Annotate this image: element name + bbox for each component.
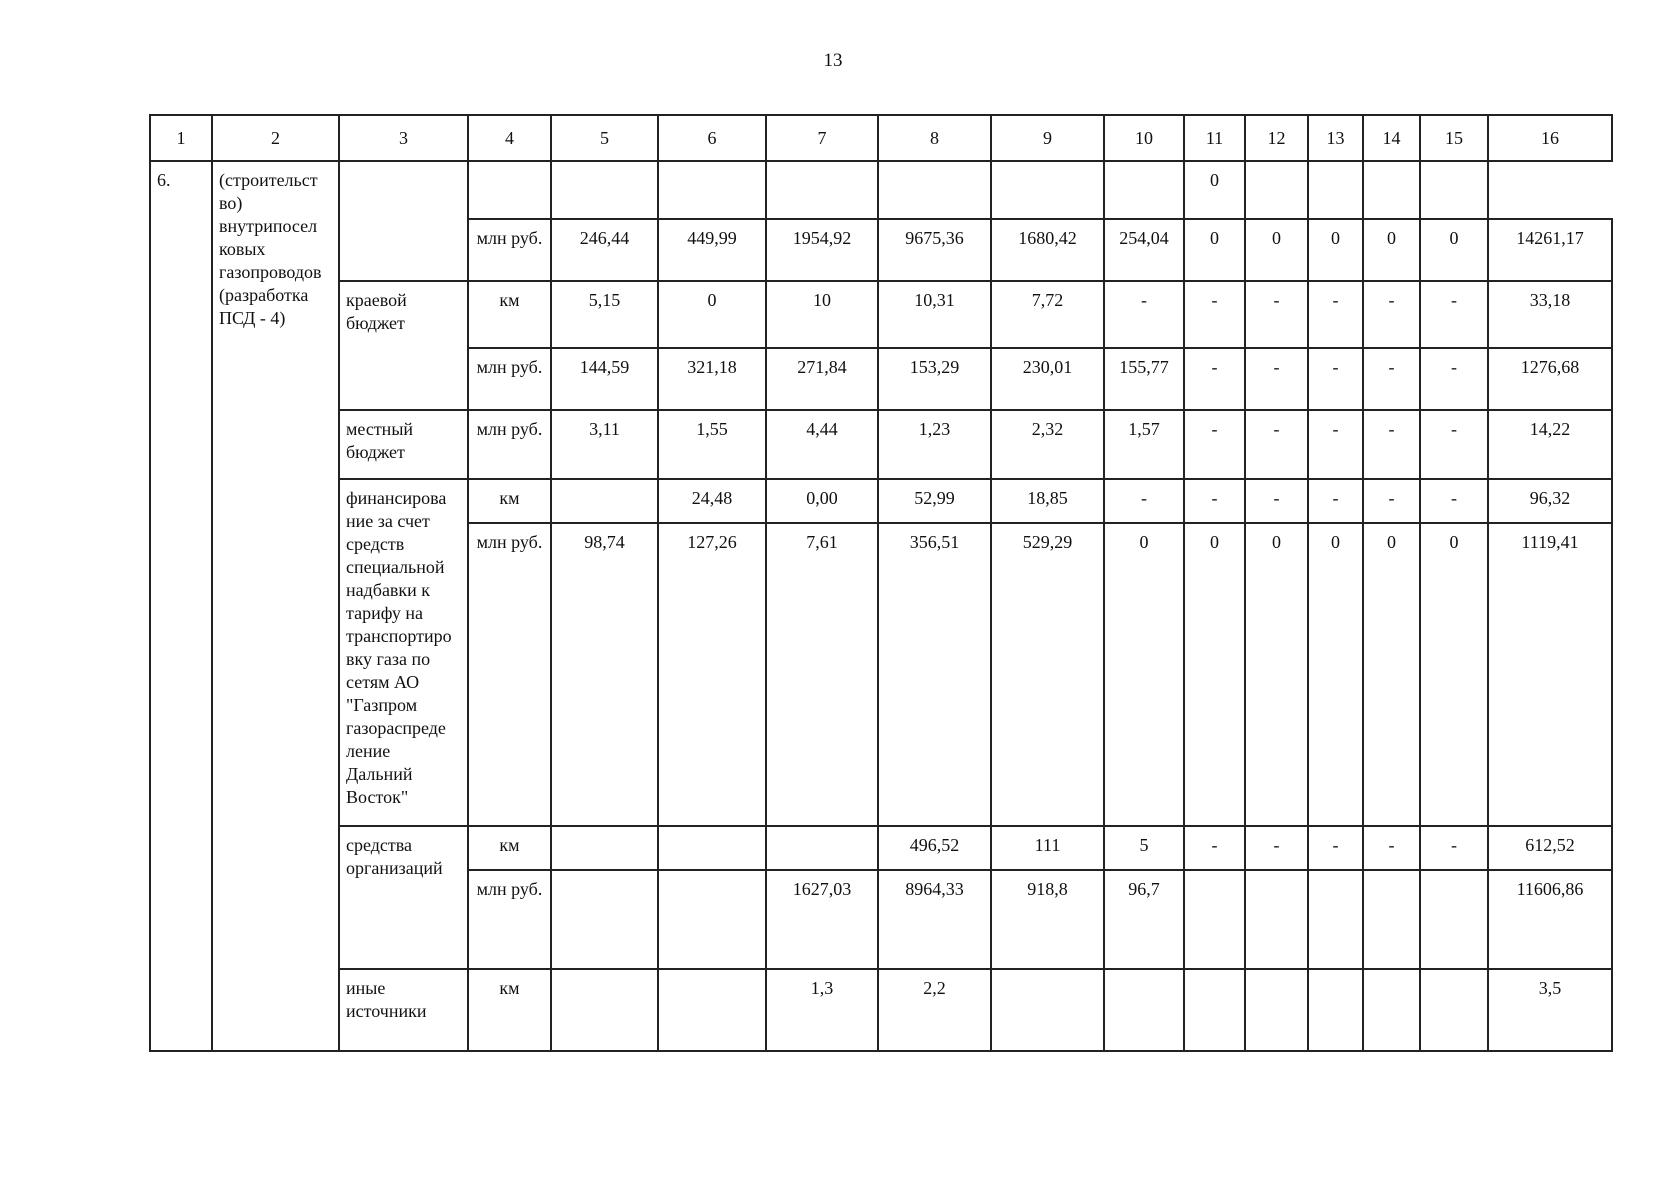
data-cell <box>551 479 658 523</box>
table-row <box>150 281 1612 348</box>
data-cell <box>1245 161 1308 219</box>
data-cell: 1627,03 <box>766 870 878 969</box>
header-cell: 8 <box>878 115 991 161</box>
header-cell: 4 <box>468 115 551 161</box>
data-cell: 529,29 <box>991 523 1104 826</box>
data-cell <box>551 161 658 219</box>
data-cell: - <box>1420 826 1488 870</box>
data-cell <box>468 161 551 219</box>
data-cell: 0 <box>1245 523 1308 826</box>
header-cell: 11 <box>1184 115 1245 161</box>
data-cell: 230,01 <box>991 348 1104 410</box>
data-cell: 2,32 <box>991 410 1104 479</box>
data-cell: - <box>1308 348 1363 410</box>
data-cell: 3,5 <box>1488 969 1612 1051</box>
data-cell: - <box>1245 479 1308 523</box>
page-number: 13 <box>823 50 843 71</box>
data-cell: 612,52 <box>1488 826 1612 870</box>
header-cell: 7 <box>766 115 878 161</box>
unit-cell: млн руб. <box>468 410 551 479</box>
data-cell: 0 <box>1363 523 1420 826</box>
data-cell: 0 <box>1308 219 1363 281</box>
data-cell: - <box>1363 479 1420 523</box>
header-cell: 13 <box>1308 115 1363 161</box>
data-cell <box>1308 969 1363 1051</box>
data-cell: 155,77 <box>1104 348 1184 410</box>
data-cell <box>551 870 658 969</box>
data-cell: 18,85 <box>991 479 1104 523</box>
data-cell: 96,7 <box>1104 870 1184 969</box>
data-cell: 2,2 <box>878 969 991 1051</box>
data-cell: - <box>1308 410 1363 479</box>
data-cell: - <box>1363 826 1420 870</box>
data-cell: 0 <box>658 281 766 348</box>
table-row <box>150 826 1612 870</box>
data-cell: 254,04 <box>1104 219 1184 281</box>
data-cell <box>1363 870 1420 969</box>
data-cell: 9675,36 <box>878 219 991 281</box>
data-cell: - <box>1104 479 1184 523</box>
source-cell-empty <box>339 161 468 281</box>
data-cell: 5 <box>1104 826 1184 870</box>
source-local: местный бюджет <box>339 410 468 479</box>
data-cell: 7,72 <box>991 281 1104 348</box>
header-cell: 1 <box>150 115 212 161</box>
data-cell: - <box>1363 410 1420 479</box>
table-row <box>150 479 1612 523</box>
data-cell <box>1363 161 1420 219</box>
header-cell: 6 <box>658 115 766 161</box>
unit-cell: млн руб. <box>468 348 551 410</box>
table-row <box>150 410 1612 479</box>
header-cell: 5 <box>551 115 658 161</box>
data-cell: 7,61 <box>766 523 878 826</box>
header-cell: 15 <box>1420 115 1488 161</box>
data-cell: 8964,33 <box>878 870 991 969</box>
data-cell: - <box>1420 410 1488 479</box>
data-cell: 14261,17 <box>1488 219 1612 281</box>
source-organizations: средства организаций <box>339 826 468 969</box>
data-cell <box>658 969 766 1051</box>
data-cell: 496,52 <box>878 826 991 870</box>
data-cell: - <box>1308 281 1363 348</box>
data-cell <box>991 161 1104 219</box>
data-cell <box>1184 870 1245 969</box>
data-cell: - <box>1363 281 1420 348</box>
unit-cell: млн руб. <box>468 219 551 281</box>
data-cell: 5,15 <box>551 281 658 348</box>
data-cell: - <box>1104 281 1184 348</box>
data-cell: 96,32 <box>1488 479 1612 523</box>
data-cell: 14,22 <box>1488 410 1612 479</box>
data-cell: 0 <box>1245 219 1308 281</box>
data-cell <box>551 969 658 1051</box>
data-cell: 0 <box>1363 219 1420 281</box>
data-cell <box>766 161 878 219</box>
unit-cell: км <box>468 479 551 523</box>
header-cell: 3 <box>339 115 468 161</box>
row-number: 6. <box>150 161 212 1051</box>
data-cell: 98,74 <box>551 523 658 826</box>
object-name: (строительст во) внутрипосел ковых газопроводов (разработка ПСД - 4) <box>212 161 339 1051</box>
data-cell: 1276,68 <box>1488 348 1612 410</box>
unit-cell: млн руб. <box>468 870 551 969</box>
data-cell: 1119,41 <box>1488 523 1612 826</box>
data-cell: 0 <box>1420 523 1488 826</box>
data-cell: 153,29 <box>878 348 991 410</box>
data-cell: - <box>1184 348 1245 410</box>
data-cell: 0 <box>1420 219 1488 281</box>
data-cell: 52,99 <box>878 479 991 523</box>
header-cell: 14 <box>1363 115 1420 161</box>
data-cell: 0 <box>1184 219 1245 281</box>
data-cell: 24,48 <box>658 479 766 523</box>
data-cell <box>878 161 991 219</box>
header-cell: 16 <box>1488 115 1612 161</box>
data-cell: 321,18 <box>658 348 766 410</box>
data-cell: 4,44 <box>766 410 878 479</box>
data-cell: 3,11 <box>551 410 658 479</box>
data-cell: 1,3 <box>766 969 878 1051</box>
data-cell <box>1363 969 1420 1051</box>
data-cell <box>1184 969 1245 1051</box>
header-cell: 10 <box>1104 115 1184 161</box>
data-cell: - <box>1245 348 1308 410</box>
data-cell <box>991 969 1104 1051</box>
data-cell: - <box>1363 348 1420 410</box>
data-cell: 33,18 <box>1488 281 1612 348</box>
table-row <box>150 161 1612 219</box>
data-cell: 0 <box>1308 523 1363 826</box>
table-row <box>150 969 1612 1051</box>
data-cell: - <box>1308 479 1363 523</box>
data-cell: 918,8 <box>991 870 1104 969</box>
data-cell: 356,51 <box>878 523 991 826</box>
data-cell: 144,59 <box>551 348 658 410</box>
unit-cell: км <box>468 281 551 348</box>
data-cell <box>658 161 766 219</box>
data-cell: 127,26 <box>658 523 766 826</box>
data-cell: 0 <box>1184 523 1245 826</box>
data-cell: 111 <box>991 826 1104 870</box>
data-cell <box>766 826 878 870</box>
data-cell: 1680,42 <box>991 219 1104 281</box>
data-cell <box>1245 969 1308 1051</box>
data-cell: 1,55 <box>658 410 766 479</box>
source-other: иные источники <box>339 969 468 1051</box>
source-special: финансирова ние за счет средств специальной надбавки к тарифу на транспортиро вку газа по сетям АО "Газпром газораспреде ление Дальний Восток" <box>339 479 468 826</box>
data-cell: - <box>1245 410 1308 479</box>
data-cell: - <box>1184 410 1245 479</box>
data-cell <box>1308 870 1363 969</box>
data-cell <box>1420 870 1488 969</box>
data-cell: - <box>1420 479 1488 523</box>
data-cell: 0,00 <box>766 479 878 523</box>
header-row <box>150 115 1612 161</box>
data-cell <box>551 826 658 870</box>
data-cell: 10 <box>766 281 878 348</box>
data-cell: - <box>1184 826 1245 870</box>
header-cell: 12 <box>1245 115 1308 161</box>
data-cell: - <box>1184 479 1245 523</box>
data-cell <box>658 826 766 870</box>
header-cell: 2 <box>212 115 339 161</box>
data-cell <box>1245 870 1308 969</box>
unit-cell: млн руб. <box>468 523 551 826</box>
data-cell <box>1420 969 1488 1051</box>
data-cell: - <box>1184 281 1245 348</box>
source-regional: краевой бюджет <box>339 281 468 410</box>
data-table <box>149 114 1613 1052</box>
unit-cell: км <box>468 969 551 1051</box>
data-cell: - <box>1308 826 1363 870</box>
data-cell <box>1104 969 1184 1051</box>
data-cell <box>658 870 766 969</box>
data-cell: 10,31 <box>878 281 991 348</box>
data-cell: 11606,86 <box>1488 870 1612 969</box>
header-cell: 9 <box>991 115 1104 161</box>
data-cell: - <box>1420 281 1488 348</box>
data-cell: 1,57 <box>1104 410 1184 479</box>
data-cell: - <box>1420 348 1488 410</box>
unit-cell: км <box>468 826 551 870</box>
data-cell: 1954,92 <box>766 219 878 281</box>
data-cell: - <box>1245 826 1308 870</box>
data-cell <box>1420 161 1488 219</box>
data-cell <box>1104 161 1184 219</box>
data-cell: 246,44 <box>551 219 658 281</box>
data-cell: 0 <box>1104 523 1184 826</box>
data-cell: 1,23 <box>878 410 991 479</box>
data-cell: - <box>1245 281 1308 348</box>
data-cell: 449,99 <box>658 219 766 281</box>
data-cell: 0 <box>1184 161 1245 219</box>
data-cell: 271,84 <box>766 348 878 410</box>
data-cell <box>1308 161 1363 219</box>
